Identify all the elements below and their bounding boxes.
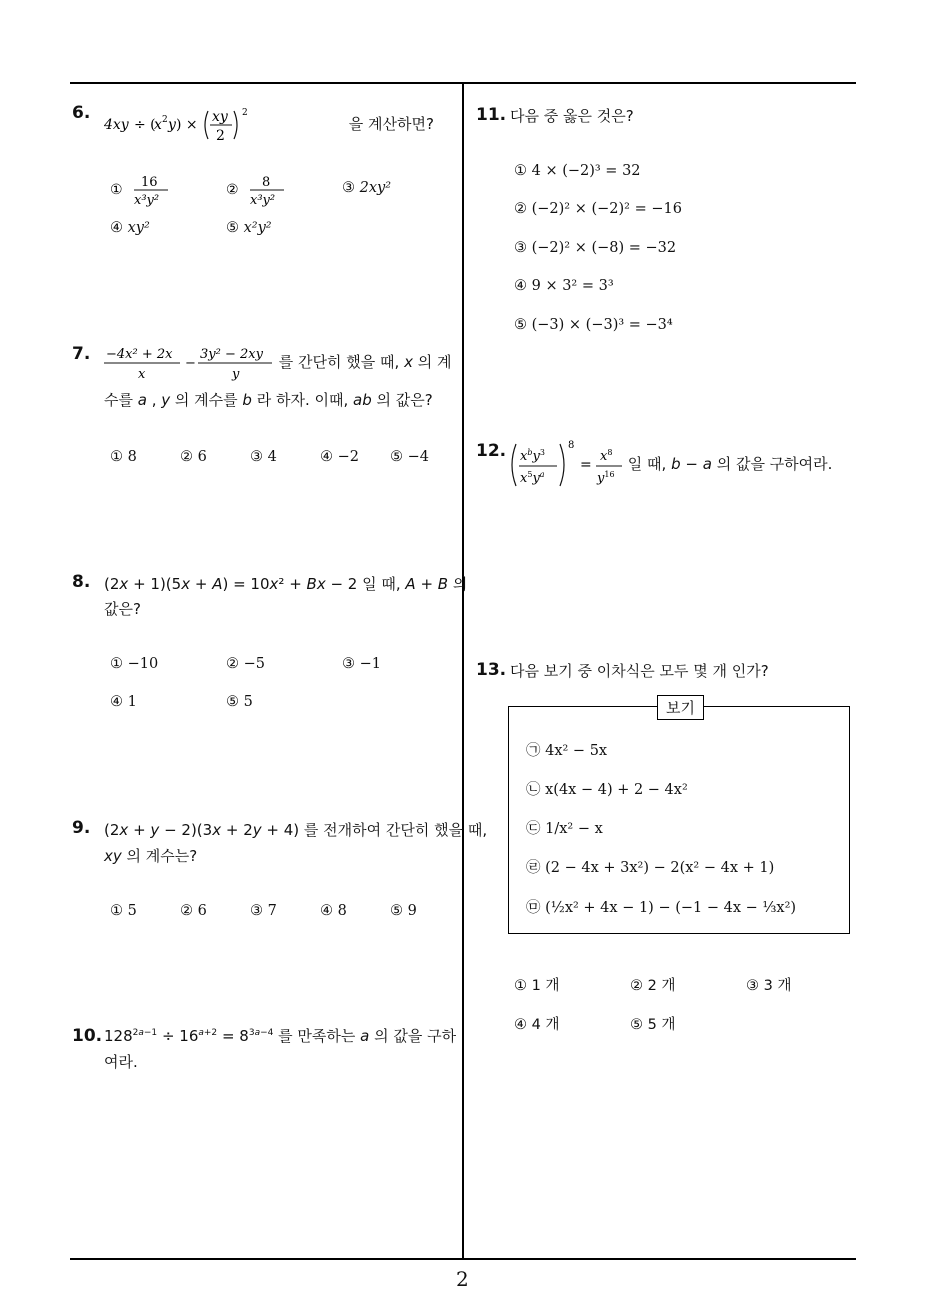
q9-line2: xy 의 계수는? <box>104 847 198 865</box>
column-divider <box>462 82 464 1259</box>
q9-line1: (2x + y − 2)(3x + 2y + 4) 를 전개하여 간단히 했을 때, <box>104 821 488 839</box>
svg-text:x: x <box>138 367 146 382</box>
q11-choice-1[interactable]: ① 4 × (−2)³ = 32 <box>514 163 641 179</box>
q7-choice-5[interactable]: ⑤ −4 <box>390 449 429 465</box>
q7-number: 7. <box>72 344 91 364</box>
svg-text:2: 2 <box>162 115 168 125</box>
svg-text:xby3: $x^by^3$ <box>520 448 545 464</box>
q9-choice-3[interactable]: ③ 7 <box>250 903 277 919</box>
bogi-item-4: ㉣ (2 − 4x + 3x²) − 2(x² − 4x + 1) <box>526 860 775 876</box>
bogi-label: 보기 <box>657 695 704 720</box>
q13-choice-3[interactable]: ③ 3 개 <box>746 978 792 994</box>
q8-choice-2[interactable]: ② −5 <box>226 656 265 672</box>
q7-prompt-a: 를 간단히 했을 때, x 의 계 <box>278 353 452 371</box>
q10-line1: $128^{2a-1} \div 16^{a+2} = 8^{3a-4}$ 를 만족하는 a 의 값을 구하 <box>104 1027 457 1045</box>
svg-text:x8: $x^8$ <box>600 448 613 464</box>
q8-line2: 값은? <box>104 600 141 618</box>
q12-line <box>508 438 832 492</box>
q10-line2: 여라. <box>104 1053 138 1071</box>
bottom-rule <box>70 1258 856 1260</box>
q7-line2: 수를 a , y 의 계수를 b 라 하자. 이때, ab 의 값은? <box>104 391 433 409</box>
q8-choice-3[interactable]: ③ −1 <box>342 656 381 672</box>
q13-text: 다음 보기 중 이차식은 모두 몇 개 인가? <box>510 662 769 680</box>
svg-text:÷ (: ÷ ( <box>134 117 156 133</box>
q13-choice-5[interactable]: ⑤ 5 개 <box>630 1017 676 1033</box>
q8-choice-1[interactable]: ① −10 <box>110 656 159 672</box>
svg-text:x³y²: x³y² <box>250 193 276 208</box>
q6-text <box>104 103 454 147</box>
q9-choice-4[interactable]: ④ 8 <box>320 903 347 919</box>
q6-choice-5[interactable]: ⑤ x²y² <box>226 220 272 236</box>
q6-choice-2[interactable] <box>226 172 296 212</box>
q9-choice-2[interactable]: ② 6 <box>180 903 207 919</box>
q8-choice-5[interactable]: ⑤ 5 <box>226 694 253 710</box>
bogi-item-1: ㉠ 4x² − 5x <box>526 743 608 759</box>
q13-choice-1[interactable]: ① 1 개 <box>514 978 560 994</box>
q9-number: 9. <box>72 818 91 838</box>
svg-text:xy: xy <box>212 109 228 125</box>
q8-number: 8. <box>72 572 91 592</box>
q12-prompt: 일 때, b − a 의 값을 구하여라. <box>627 455 833 473</box>
q7-choice-3[interactable]: ③ 4 <box>250 449 277 465</box>
q11-choice-2[interactable]: ② (−2)² × (−2)² = −16 <box>514 201 682 217</box>
bogi-item-5: ㉤ (½x² + 4x − 1) − (−1 − 4x − ⅓x²) <box>526 900 797 916</box>
svg-text:x5ya: $x^5y^a$ <box>520 470 545 486</box>
bogi-item-2: ㉡ x(4x − 4) + 2 − 4x² <box>526 782 688 798</box>
q6-choice-1[interactable] <box>110 172 180 212</box>
q11-text: 다음 중 옳은 것은? <box>510 107 634 125</box>
q6-choice-3[interactable]: ③ 2xy² <box>342 180 392 196</box>
svg-text:−: − <box>185 356 196 371</box>
q13-choice-4[interactable]: ④ 4 개 <box>514 1017 560 1033</box>
svg-text:) ×: ) × <box>176 117 198 133</box>
q11-number: 11. <box>476 105 507 125</box>
q8-choice-4[interactable]: ④ 1 <box>110 694 137 710</box>
svg-text:y16: $y^{16}$ <box>597 470 615 486</box>
svg-text:②: ② <box>226 182 239 198</box>
svg-text:y: y <box>168 117 176 133</box>
svg-text:2: 2 <box>242 108 248 118</box>
q11-choice-5[interactable]: ⑤ (−3) × (−3)³ = −3⁴ <box>514 317 673 333</box>
q11-choice-3[interactable]: ③ (−2)² × (−8) = −32 <box>514 240 677 256</box>
q9-choice-5[interactable]: ⑤ 9 <box>390 903 417 919</box>
bogi-item-3: ㉢ 1/x² − x <box>526 821 603 837</box>
q13-choice-2[interactable]: ② 2 개 <box>630 978 676 994</box>
svg-text:2: 2 <box>216 128 225 144</box>
page-number: 2 <box>456 1267 469 1291</box>
svg-text:16: 16 <box>141 175 158 190</box>
svg-text:x: x <box>154 117 162 133</box>
q13-number: 13. <box>476 660 507 680</box>
q9-choice-1[interactable]: ① 5 <box>110 903 137 919</box>
svg-text:4xy: 4xy <box>104 117 129 133</box>
q6-expression <box>104 103 344 147</box>
q7-expression <box>104 342 274 384</box>
svg-text:y: y <box>232 367 240 382</box>
q12-number: 12. <box>476 441 507 461</box>
q7-choice-2[interactable]: ② 6 <box>180 449 207 465</box>
q8-line1: (2x + 1)(5x + A) = 10x² + Bx − 2 일 때, A + B 의 <box>104 575 468 593</box>
q6-number: 6. <box>72 103 91 123</box>
q7-line1 <box>104 342 459 384</box>
svg-text:=: = <box>580 457 592 473</box>
q7-choice-4[interactable]: ④ −2 <box>320 449 359 465</box>
svg-text:x³y²: x³y² <box>134 193 160 208</box>
svg-text:8: 8 <box>568 440 575 451</box>
q11-choice-4[interactable]: ④ 9 × 3² = 3³ <box>514 278 614 294</box>
q10-number: 10. <box>72 1026 103 1046</box>
svg-text:−4x² + 2x: −4x² + 2x <box>106 347 173 362</box>
svg-text:3y² − 2xy: 3y² − 2xy <box>200 347 263 362</box>
svg-text:8: 8 <box>262 175 271 190</box>
svg-text:①: ① <box>110 182 123 198</box>
q12-expression <box>508 438 623 492</box>
q7-choice-1[interactable]: ① 8 <box>110 449 137 465</box>
q6-choice-4[interactable]: ④ xy² <box>110 220 150 236</box>
q6-prompt: 을 계산하면? <box>348 115 434 133</box>
